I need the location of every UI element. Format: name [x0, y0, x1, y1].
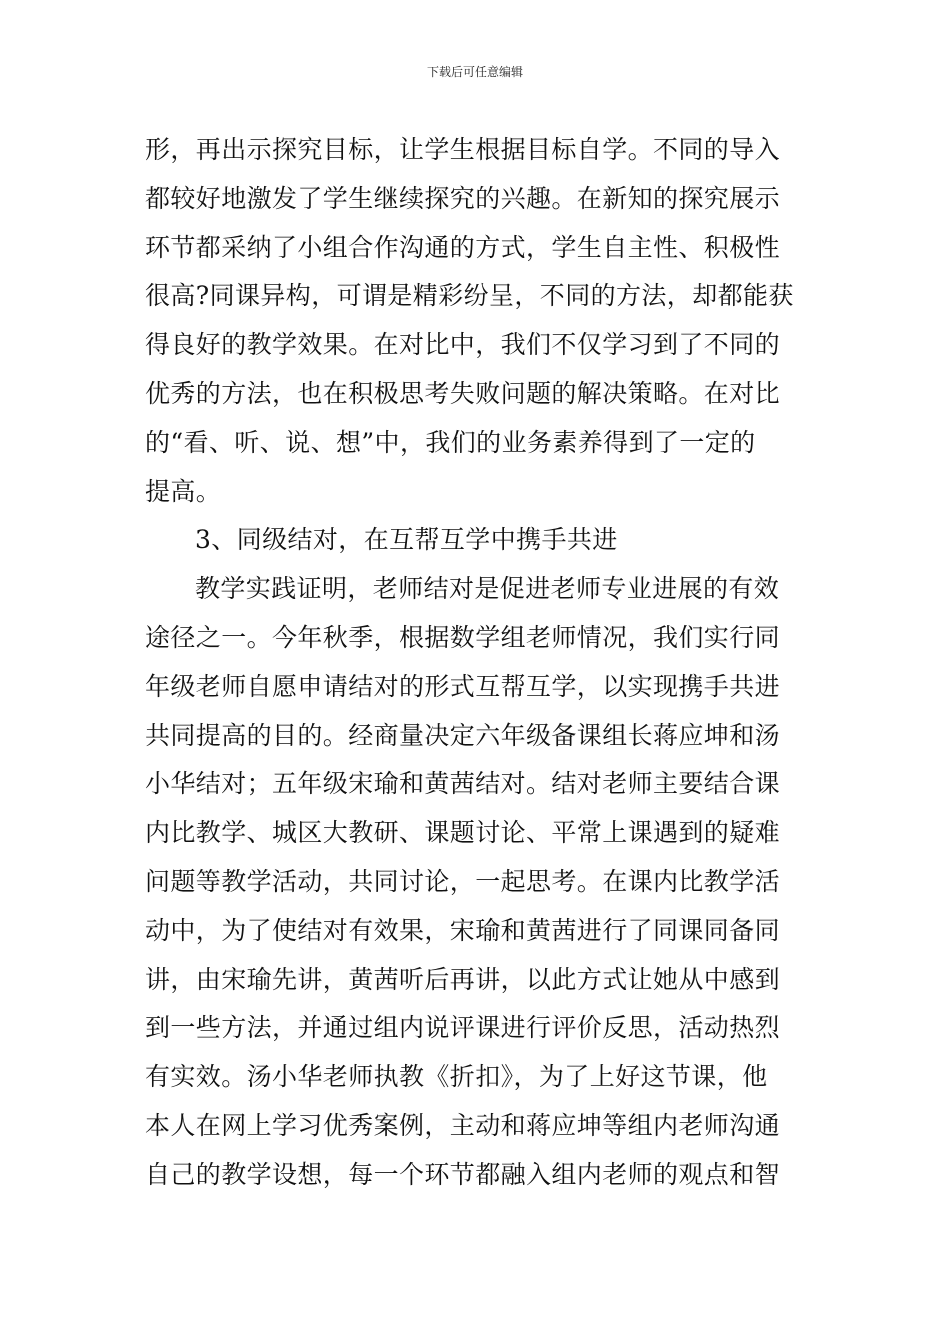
document-body [145, 126, 810, 1200]
paragraph-line: 小华结对；五年级宋瑜和黄茜结对。结对老师主要结合课 [145, 769, 781, 799]
paragraph-line: 有实效。汤小华老师执教《折扣》，为了上好这节课，他 [145, 1062, 768, 1092]
paragraph-line: 教学实践证明，老师结对是促进老师专业进展的有效 [195, 574, 780, 604]
paragraph-line: 到一些方法，并通过组内说评课进行评价反思，活动热烈 [145, 1013, 781, 1043]
paragraph-line: 优秀的方法，也在积极思考失败问题的解决策略。在对比 [145, 378, 781, 408]
paragraph-line: 动中，为了使结对有效果，宋瑜和黄茜进行了同课同备同 [145, 915, 781, 945]
paragraph-line: 内比教学、城区大教研、课题讨论、平常上课遇到的疑难 [145, 818, 781, 848]
paragraph-line: 年级老师自愿申请结对的形式互帮互学，以实现携手共进 [145, 671, 781, 701]
paragraph-line: 途径之一。今年秋季，根据数学组老师情况，我们实行同 [145, 622, 781, 652]
paragraph-line: 本人在网上学习优秀案例，主动和蒋应坤等组内老师沟通 [145, 1110, 781, 1140]
paragraph-line: 讲，由宋瑜先讲，黄茜听后再讲，以此方式让她从中感到 [145, 964, 781, 994]
paragraph-line: 自己的教学设想，每一个环节都融入组内老师的观点和智 [145, 1159, 781, 1189]
paragraph-line: 形，再出示探究目标，让学生根据目标自学。不同的导入 [145, 135, 781, 164]
page-header: 下载后可任意编辑 [426, 65, 523, 79]
paragraph-line: 环节都采纳了小组合作沟通的方式，学生自主性、积极性 [145, 232, 781, 262]
paragraph-line: 都较好地激发了学生继续探究的兴趣。在新知的探究展示 [145, 183, 781, 213]
section-heading: 3、同级结对，在互帮互学中携手共进 [195, 525, 618, 555]
paragraph-line: 得良好的教学效果。在对比中，我们不仅学习到了不同的 [145, 330, 781, 360]
paragraph-line: 问题等教学活动，共同讨论，一起思考。在课内比教学活 [145, 866, 781, 896]
paragraph-line: 共同提高的目的。经商量决定六年级备课组长蒋应坤和汤 [145, 720, 781, 750]
paragraph-line: 很高?同课异构，可谓是精彩纷呈，不同的方法，却都能获 [145, 281, 794, 311]
paragraph-line: 的“看、听、说、想”中，我们的业务素养得到了一定的 [145, 427, 756, 457]
paragraph-line: 提高。 [145, 476, 222, 506]
